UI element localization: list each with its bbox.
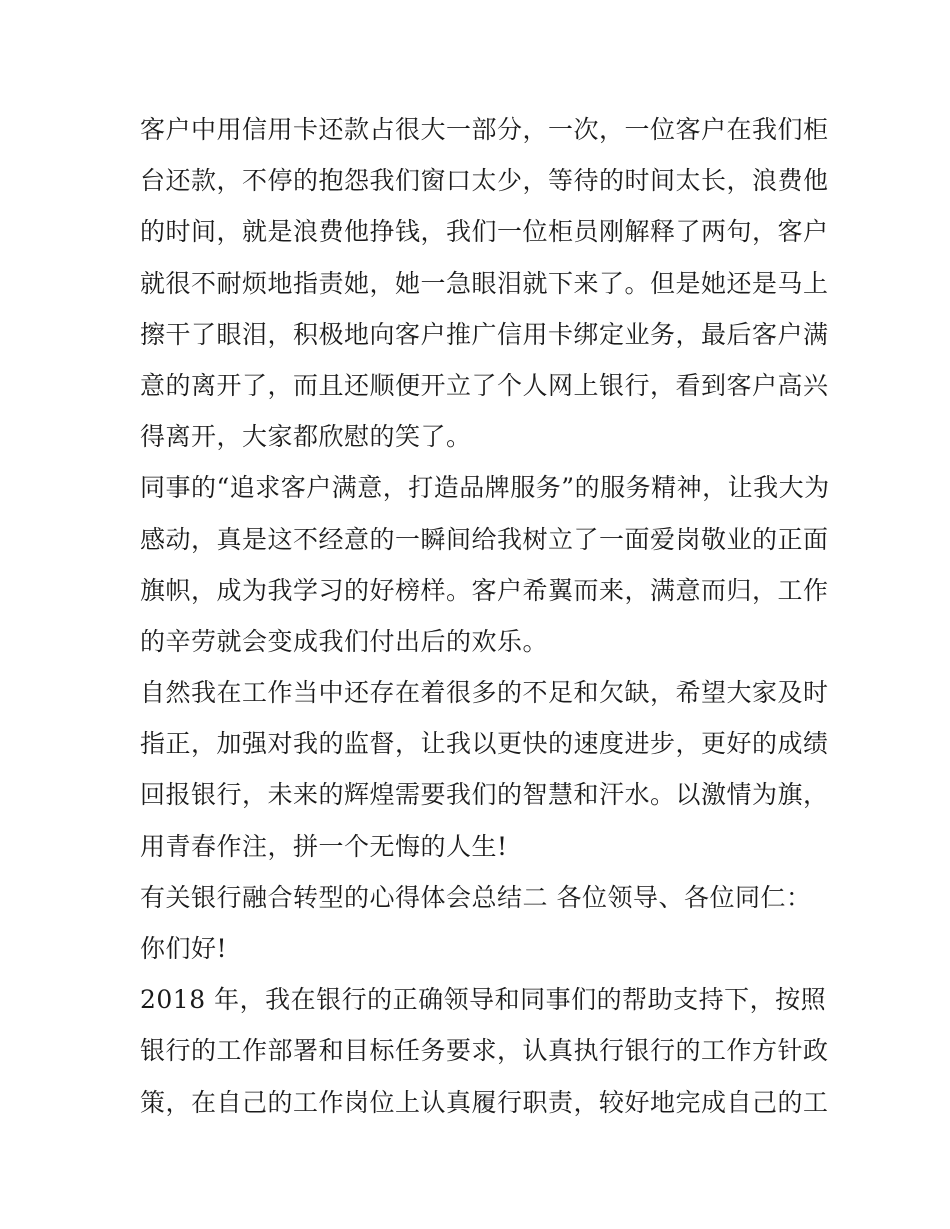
text-line: 策，在自己的工作岗位上认真履行职责，较好地完成自己的工 — [140, 1087, 829, 1117]
text-line: 旗帜，成为我学习的好榜样。客户希翼而来，满意而归，工作 — [140, 575, 829, 605]
text-line: 擦干了眼泪，积极地向客户推广信用卡绑定业务，最后客户满 — [140, 319, 829, 349]
text-line: 就很不耐烦地指责她，她一急眼泪就下来了。但是她还是马上 — [140, 268, 829, 298]
section-heading: 有关银行融合转型的心得体会总结二 各位领导、各位同仁： — [140, 882, 812, 912]
text-line: 得离开，大家都欣慰的笑了。 — [140, 422, 472, 452]
text-line: 客户中用信用卡还款占很大一部分，一次，一位客户在我们柜 — [140, 115, 829, 144]
greeting-line: 你们好! — [140, 934, 228, 963]
text-line: 用青春作注，拼一个无悔的人生! — [140, 831, 508, 861]
text-line: 银行的工作部署和目标任务要求，认真执行银行的工作方针政 — [140, 1036, 829, 1066]
body-text — [140, 104, 830, 1128]
text-line: 台还款，不停的抱怨我们窗口太少，等待的时间太长，浪费他 — [140, 166, 829, 196]
text-line: 2018 年，我在银行的正确领导和同事们的帮助支持下，按照 — [140, 985, 827, 1015]
text-line: 回报银行，未来的辉煌需要我们的智慧和汗水。以激情为旗， — [140, 780, 829, 810]
text-line: 指正，加强对我的监督，让我以更快的速度进步，更好的成绩 — [140, 729, 829, 759]
text-line: 同事的“追求客户满意，打造品牌服务”的服务精神，让我大为 — [140, 473, 830, 503]
text-line: 自然我在工作当中还存在着很多的不足和欠缺，希望大家及时 — [140, 678, 829, 708]
text-line: 的时间，就是浪费他挣钱，我们一位柜员刚解释了两句，客户 — [140, 217, 829, 247]
text-line: 的辛劳就会变成我们付出后的欢乐。 — [140, 626, 549, 656]
text-line: 意的离开了，而且还顺便开立了个人网上银行，看到客户高兴 — [140, 370, 829, 400]
text-line: 感动，真是这不经意的一瞬间给我树立了一面爱岗敬业的正面 — [140, 524, 829, 554]
